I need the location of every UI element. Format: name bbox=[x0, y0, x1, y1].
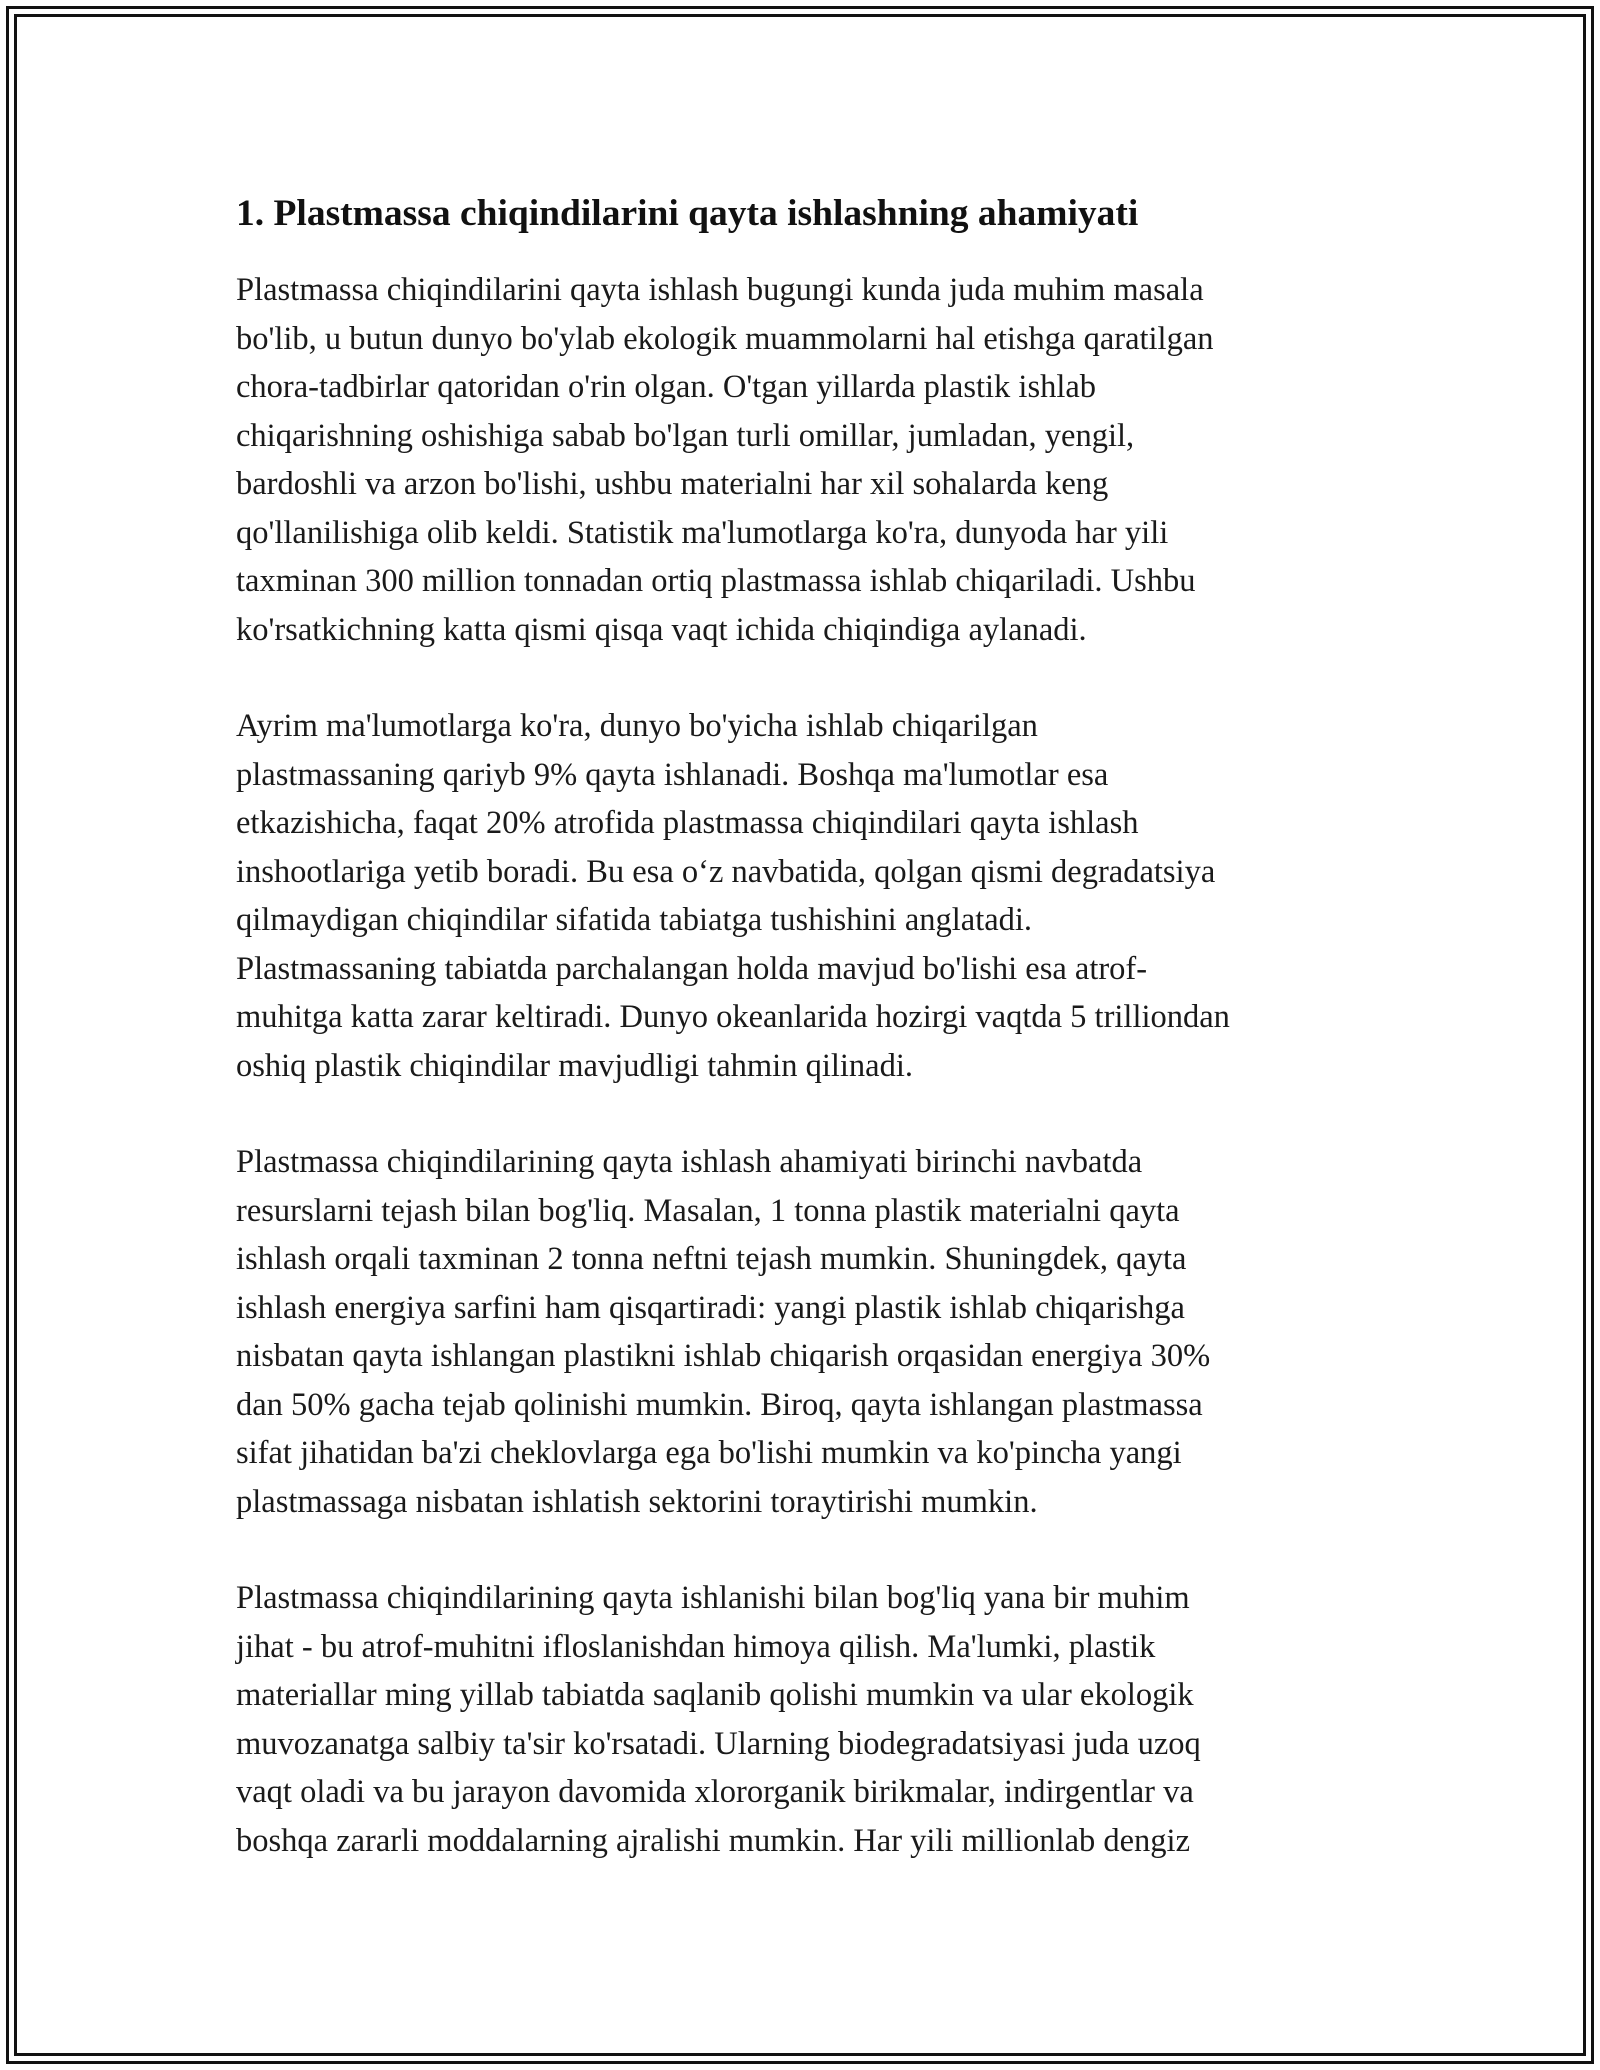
text-line: chiqarishning oshishiga sabab bo'lgan turli omillar, jumladan, yengil, bbox=[236, 417, 1135, 454]
text-line: Ayrim ma'lumotlarga ko'ra, dunyo bo'yicha ishlab chiqarilgan bbox=[236, 708, 1038, 744]
text-line: bardoshli va arzon bo'lishi, ushbu materialni har xil sohalarda keng bbox=[236, 466, 1109, 502]
text-line: muvozanatga salbiy ta'sir ko'rsatadi. Ularning biodegradatsiyasi juda uzoq bbox=[236, 1725, 1201, 1762]
text-line: Plastmassa chiqindilarini qayta ishlash bugungi kunda juda muhim masala bbox=[236, 272, 1204, 308]
text-line: ishlash energiya sarfini ham qisqartiradi: yangi plastik ishlab chiqarishga bbox=[236, 1289, 1185, 1326]
text-line: dan 50% gacha tejab qolinishi mumkin. Biroq, qayta ishlangan plastmassa bbox=[236, 1386, 1203, 1423]
text-line: qo'llanilishiga olib keldi. Statistik ma'lumotlarga ko'ra, dunyoda har yili bbox=[236, 514, 1169, 551]
text-line: nisbatan qayta ishlangan plastikni ishlab chiqarish orqasidan energiya 30% bbox=[236, 1338, 1211, 1374]
section-heading: 1. Plastmassa chiqindilarini qayta ishlashning ahamiyati bbox=[236, 193, 1139, 234]
text-line: inshootlariga yetib boradi. Bu esa o‘z navbatida, qolgan qismi degradatsiya bbox=[236, 853, 1216, 890]
text-line: plastmassaga nisbatan ishlatish sektorini toraytirishi mumkin. bbox=[236, 1483, 1038, 1520]
text-line: taxminan 300 million tonnadan ortiq plastmassa ishlab chiqariladi. Ushbu bbox=[236, 563, 1196, 599]
text-line: boshqa zararli moddalarning ajralishi mumkin. Har yili millionlab dengiz bbox=[236, 1822, 1191, 1859]
text-line: sifat jihatidan ba'zi cheklovlarga ega bo'lishi mumkin va ko'pincha yangi bbox=[236, 1435, 1182, 1471]
text-line: muhitga katta zarar keltiradi. Dunyo okeanlarida hozirgi vaqtda 5 trilliondan bbox=[236, 999, 1230, 1035]
text-line: materiallar ming yillab tabiatda saqlanib qolishi mumkin va ular ekologik bbox=[236, 1677, 1194, 1713]
paragraph-4 bbox=[236, 1574, 1376, 1865]
text-line: qilmaydigan chiqindilar sifatida tabiatga tushishini anglatadi. bbox=[236, 902, 1033, 938]
paragraph-2 bbox=[236, 702, 1376, 1090]
text-line: ishlash orqali taxminan 2 tonna neftni tejash mumkin. Shuningdek, qayta bbox=[236, 1241, 1187, 1277]
text-line: plastmassaning qariyb 9% qayta ishlanadi. Boshqa ma'lumotlar esa bbox=[236, 756, 1109, 793]
text-line: Plastmassaning tabiatda parchalangan holda mavjud bo'lishi esa atrof- bbox=[236, 950, 1148, 987]
text-line: ko'rsatkichning katta qismi qisqa vaqt ichida chiqindiga aylanadi. bbox=[236, 611, 1087, 648]
text-line: oshiq plastik chiqindilar mavjudligi tahmin qilinadi. bbox=[236, 1047, 914, 1084]
text-line: resurslarni tejash bilan bog'liq. Masalan, 1 tonna plastik materialni qayta bbox=[236, 1192, 1180, 1229]
text-line: vaqt oladi va bu jarayon davomida xlororganik birikmalar, indirgentlar va bbox=[236, 1774, 1194, 1810]
paragraph-3 bbox=[236, 1138, 1376, 1526]
text-line: Plastmassa chiqindilarining qayta ishlash ahamiyati birinchi navbatda bbox=[236, 1144, 1143, 1180]
text-line: Plastmassa chiqindilarining qayta ishlanishi bilan bog'liq yana bir muhim bbox=[236, 1580, 1190, 1616]
document-body bbox=[236, 186, 1376, 1913]
text-line: etkazishicha, faqat 20% atrofida plastmassa chiqindilari qayta ishlash bbox=[236, 805, 1139, 841]
paragraph-1 bbox=[236, 266, 1376, 654]
text-line: bo'lib, u butun dunyo bo'ylab ekologik muammolarni hal etishga qaratilgan bbox=[236, 320, 1214, 357]
text-line: jihat - bu atrof-muhitni ifloslanishdan himoya qilish. Ma'lumki, plastik bbox=[236, 1628, 1156, 1665]
text-line: chora-tadbirlar qatoridan o'rin olgan. O'tgan yillarda plastik ishlab bbox=[236, 369, 1097, 405]
